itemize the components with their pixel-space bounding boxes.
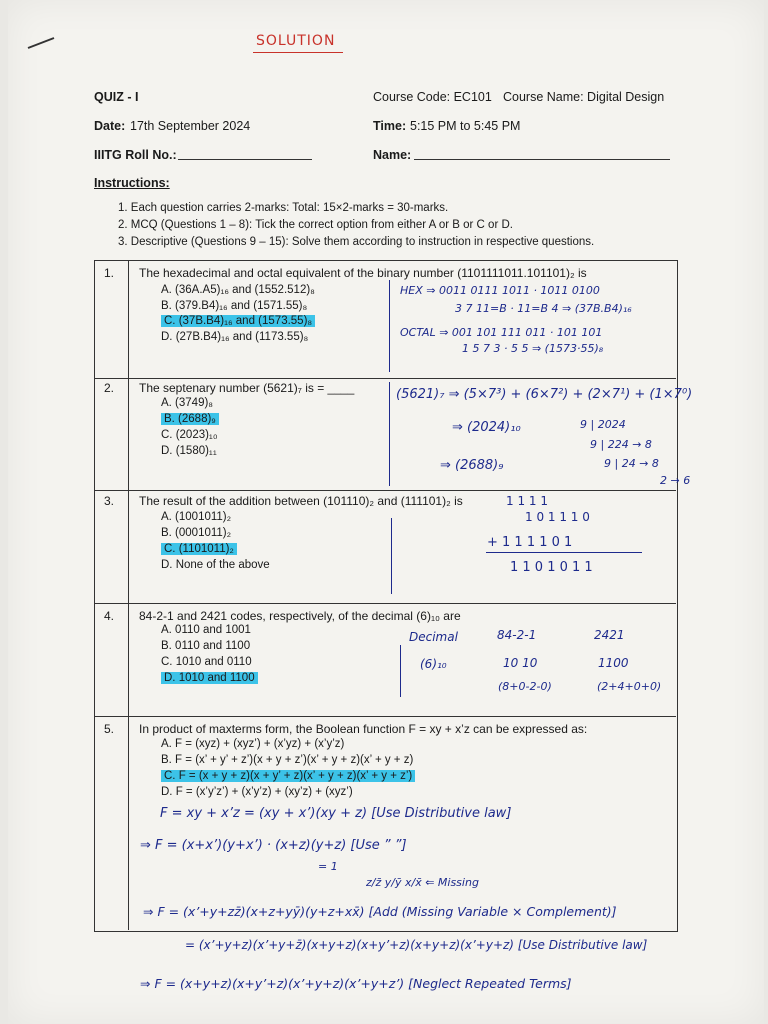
solution-heading: SOLUTION <box>256 33 336 49</box>
question-text: In product of maxterms form, the Boolean function F = xy + x’z can be expressed as: <box>139 722 588 736</box>
instructions-title: Instructions: <box>94 176 170 190</box>
work-bracket <box>391 518 392 594</box>
option-correct[interactable] <box>161 315 315 327</box>
work-line: 1 1 0 1 0 1 1 <box>510 560 593 575</box>
quiz-title: QUIZ - I <box>94 90 139 104</box>
work-line: ⇒ (2024)₁₀ <box>452 420 521 435</box>
option-correct[interactable] <box>161 413 219 425</box>
instruction-item: 3. Descriptive (Questions 9 – 15): Solve them according to instruction in respective questions. <box>118 236 595 248</box>
work-line: F = xy + x’z = (xy + x’)(xy + z) [Use Distributive law] <box>160 806 512 821</box>
work-line: ⇒ F = (x+y+z)(x+y’+z)(x’+y+z)(x’+y+z’) [Neglect Repeated Terms] <box>140 976 572 991</box>
table-column-divider <box>128 260 129 930</box>
course-code: Course Code: EC101 <box>373 90 492 104</box>
question-number: 2. <box>104 381 115 395</box>
solution-underline <box>253 52 343 53</box>
option-highlight: C. F = (x + y + z)(x + y’ + z)(x’ + y + z)(x’ + y + z’) <box>161 770 415 782</box>
work-line: + 1 1 1 1 0 1 <box>487 535 573 550</box>
work-line: 1 0 1 1 1 0 <box>525 510 590 524</box>
work-line: 2421 <box>594 628 625 642</box>
option[interactable]: D. None of the above <box>161 559 270 571</box>
name-field[interactable] <box>414 159 670 160</box>
instruction-item: 1. Each question carries 2-marks: Total: 15×2-marks = 30-marks. <box>118 202 449 214</box>
work-line: (8+0-2-0) <box>498 680 552 693</box>
work-line: Decimal <box>409 630 458 644</box>
option[interactable]: C. 1010 and 0110 <box>161 656 252 668</box>
instruction-item: 2. MCQ (Questions 1 – 8): Tick the correct option from either A or B or C or D. <box>118 219 513 231</box>
course-name: Course Name: Digital Design <box>503 90 665 104</box>
work-line: OCTAL ⇒ 001 101 111 011 · 101 101 <box>400 326 603 339</box>
option[interactable]: A. 0110 and 1001 <box>161 624 251 636</box>
option-highlight: D. 1010 and 1100 <box>161 672 258 684</box>
work-line: 9 | 2024 <box>580 418 626 431</box>
work-line: 1100 <box>598 656 629 670</box>
table-row-divider <box>94 716 676 717</box>
option[interactable]: D. (1580)₁₁ <box>161 445 217 457</box>
work-line: (2+4+0+0) <box>597 680 662 693</box>
option[interactable]: A. (36A.A5)₁₆ and (1552.512)₈ <box>161 284 315 296</box>
option-correct[interactable] <box>161 543 237 555</box>
roll-field[interactable] <box>178 159 312 160</box>
option-highlight: C. (1101011)₂ <box>161 543 237 555</box>
time-value: 5:15 PM to 5:45 PM <box>410 119 521 133</box>
question-table <box>94 260 678 932</box>
question-text: 84-2-1 and 2421 codes, respectively, of the decimal (6)₁₀ are <box>139 609 461 623</box>
option[interactable]: A. F = (xyz) + (xyz’) + (x’yz) + (x’y’z) <box>161 738 345 750</box>
option[interactable]: B. (379.B4)₁₆ and (1571.55)₈ <box>161 300 308 312</box>
question-number: 1. <box>104 266 115 280</box>
question-number: 4. <box>104 609 115 623</box>
work-line: z/z̄ y/ȳ x/x̄ ⇐ Missing <box>366 876 479 889</box>
option[interactable]: D. (27B.B4)₁₆ and (1173.55)₈ <box>161 331 309 343</box>
work-line: (6)₁₀ <box>420 657 447 671</box>
question-text: The result of the addition between (101110)₂ and (111101)₂ is <box>139 494 463 508</box>
work-bracket <box>400 645 401 697</box>
work-line: 9 | 224 → 8 <box>590 438 652 451</box>
work-line: HEX ⇒ 0011 0111 1011 · 1011 0100 <box>400 284 600 297</box>
work-line: 84-2-1 <box>497 628 537 642</box>
date-value: 17th September 2024 <box>130 119 251 133</box>
option[interactable]: C. (2023)₁₀ <box>161 429 218 441</box>
table-row-divider <box>94 490 676 491</box>
question-text: The septenary number (5621)₇ is = ____ <box>139 381 355 395</box>
work-line: = 1 <box>318 860 338 873</box>
option[interactable]: B. 0110 and 1100 <box>161 640 251 652</box>
option-correct[interactable] <box>161 770 415 782</box>
time-label: Time: <box>373 119 407 133</box>
work-line: ⇒ F = (x’+y+zz̄)(x+z+yȳ)(y+z+xx̄) [Add (Missing Variable × Complement)] <box>143 904 617 919</box>
question-text: The hexadecimal and octal equivalent of the binary number (1101111011.101101)₂ is <box>139 266 587 280</box>
date-label: Date: <box>94 119 126 133</box>
option[interactable]: B. F = (x’ + y’ + z’)(x + y + z’)(x’ + y + z)(x’ + y + z) <box>161 754 414 766</box>
work-line: 9 | 24 → 8 <box>604 457 659 470</box>
work-line: (5621)₇ ⇒ (5×7³) + (6×7²) + (2×7¹) + (1×7⁰) <box>396 387 693 402</box>
work-bracket <box>389 280 390 372</box>
work-line: 3 7 11=B · 11=B 4 ⇒ (37B.B4)₁₆ <box>455 302 632 315</box>
option[interactable]: B. (0001011)₂ <box>161 527 232 539</box>
question-number: 5. <box>104 722 115 736</box>
work-line: 10 10 <box>503 656 538 670</box>
roll-label: IIITG Roll No.: <box>94 148 177 162</box>
work-line: 1 5 7 3 · 5 5 ⇒ (1573·55)₈ <box>462 342 604 355</box>
work-bracket <box>389 382 390 486</box>
option[interactable]: D. F = (x’y’z’) + (x’y’z) + (xy’z) + (xyz’) <box>161 786 353 798</box>
question-number: 3. <box>104 494 115 508</box>
option-highlight: B. (2688)₉ <box>161 413 219 425</box>
work-line: 2 → 6 <box>660 474 691 487</box>
name-label: Name: <box>373 148 412 162</box>
work-line: ⇒ F = (x+x’)(y+x’) · (x+z)(y+z) [Use ” ”] <box>140 838 407 853</box>
option[interactable]: A. (1001011)₂ <box>161 511 232 523</box>
work-line: = (x’+y+z)(x’+y+z̄)(x+y+z)(x+y’+z)(x+y+z)(x’+y+z) [Use Distributive law] <box>185 938 648 952</box>
pen-stroke-mark <box>26 36 56 50</box>
option-correct[interactable] <box>161 672 258 684</box>
option[interactable]: A. (3749)₈ <box>161 397 214 409</box>
work-line: ⇒ (2688)₉ <box>440 458 504 473</box>
work-line: 1 1 1 1 <box>506 494 548 508</box>
table-row-divider <box>94 378 676 379</box>
table-row-divider <box>94 603 676 604</box>
option-highlight: C. (37B.B4)₁₆ and (1573.55)₈ <box>161 315 315 327</box>
sum-line <box>486 552 642 553</box>
